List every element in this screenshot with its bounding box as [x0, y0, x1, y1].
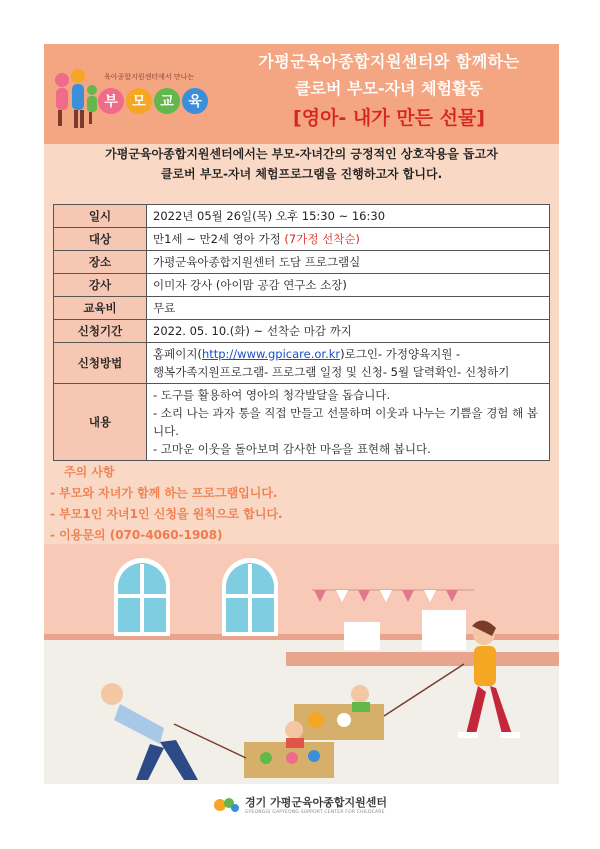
poster-board-icon [422, 610, 466, 650]
method-label: 신청방법 [54, 343, 147, 384]
child-right-icon [351, 685, 369, 703]
target-cell [147, 228, 550, 251]
target-value: 만1세 ~ 만2세 영아 가정 [153, 232, 285, 246]
target-highlight: (7가정 선착순) [284, 232, 360, 246]
notes-section [50, 462, 283, 546]
poster [44, 44, 559, 784]
logo-char-1: 부 [98, 88, 124, 114]
table-row [54, 205, 550, 228]
family-icon [52, 68, 100, 134]
intro-line-1: 가평군육아종합지원센터에서는 부모-자녀간의 긍정적인 상호작용을 돕고자 [105, 147, 498, 161]
period-value: 2022. 05. 10.(화) ~ 선착순 마감 까지 [147, 320, 550, 343]
fee-label: 교육비 [54, 297, 147, 320]
table-row [54, 251, 550, 274]
date-label: 일시 [54, 205, 147, 228]
info-table [53, 204, 550, 461]
method-prefix: 홈페이지( [153, 347, 202, 361]
fee-value: 무료 [147, 297, 550, 320]
org-name: 경기 가평군육아종합지원센터 [245, 796, 387, 809]
logo-caption: 육아종합지원센터에서 만나는 [104, 73, 195, 81]
note-item: - 부모와 자녀가 함께 하는 프로그램입니다. [50, 486, 278, 500]
content-cell [147, 384, 550, 461]
intro-text [44, 144, 559, 184]
header-banner [44, 44, 559, 144]
method-line-1 [153, 345, 543, 363]
table-row [54, 320, 550, 343]
content-item: - 고마운 이웃을 돌아보며 감사한 마음을 표현해 봅니다. [153, 442, 431, 456]
instructor-label: 강사 [54, 274, 147, 297]
footer-text [245, 794, 387, 815]
content-item: - 소리 나는 과자 통을 직접 만들고 선물하며 이웃과 나누는 기쁨을 경험 해 봅니다. [153, 406, 538, 438]
logo-circles [98, 88, 208, 114]
notes-heading: 주의 사항 [64, 465, 115, 479]
program-logo [52, 66, 212, 136]
note-item: - 부모1인 자녀1인 신청을 원칙으로 합니다. [50, 507, 283, 521]
note-item: - 이용문의 (070-4060-1908) [50, 528, 223, 542]
window-right-icon [222, 558, 278, 636]
footer [0, 794, 600, 815]
method-suffix: )로그인- 가정양육지원 - [340, 347, 461, 361]
table-row [54, 297, 550, 320]
method-cell [147, 343, 550, 384]
center-logo-icon [213, 795, 239, 815]
table-row [54, 384, 550, 461]
title-line-2: 클로버 부모-자녀 체험활동 [295, 79, 483, 98]
place-value: 가평군육아종합지원센터 도담 프로그램실 [147, 251, 550, 274]
intro-line-2: 클로버 부모-자녀 체험프로그램을 진행하고자 합니다. [160, 167, 443, 181]
date-value: 2022년 05월 26일(목) 오후 15:30 ~ 16:30 [147, 205, 550, 228]
logo-char-3: 교 [154, 88, 180, 114]
title-line-1: 가평군육아종합지원센터와 함께하는 [258, 52, 520, 71]
title-line-3: [영아- 내가 만든 선물] [293, 107, 485, 129]
window-left-icon [114, 558, 170, 636]
content-label: 내용 [54, 384, 147, 461]
wall-picture-icon [344, 622, 380, 650]
logo-char-2: 모 [126, 88, 152, 114]
table-row [54, 274, 550, 297]
instructor-value: 이미자 강사 (아이맘 공감 연구소 소장) [147, 274, 550, 297]
child-left-icon [285, 721, 303, 739]
method-line-2: 행복가족지원프로그램- 프로그램 일정 및 신청- 5월 달력확인- 신청하기 [153, 365, 510, 379]
content-item: - 도구를 활용하여 영아의 청각발달을 돕습니다. [153, 388, 391, 402]
place-label: 장소 [54, 251, 147, 274]
org-english: GYEONGGI GAPYEONG SUPPORT CENTER FOR CHILDCARE [245, 810, 385, 815]
homepage-link[interactable]: http://www.gpicare.or.kr [201, 347, 341, 361]
target-label: 대상 [54, 228, 147, 251]
table-row [54, 228, 550, 251]
family-illustration [44, 544, 559, 784]
table-row [54, 343, 550, 384]
poster-title [224, 50, 554, 132]
period-label: 신청기간 [54, 320, 147, 343]
logo-char-4: 육 [182, 88, 208, 114]
